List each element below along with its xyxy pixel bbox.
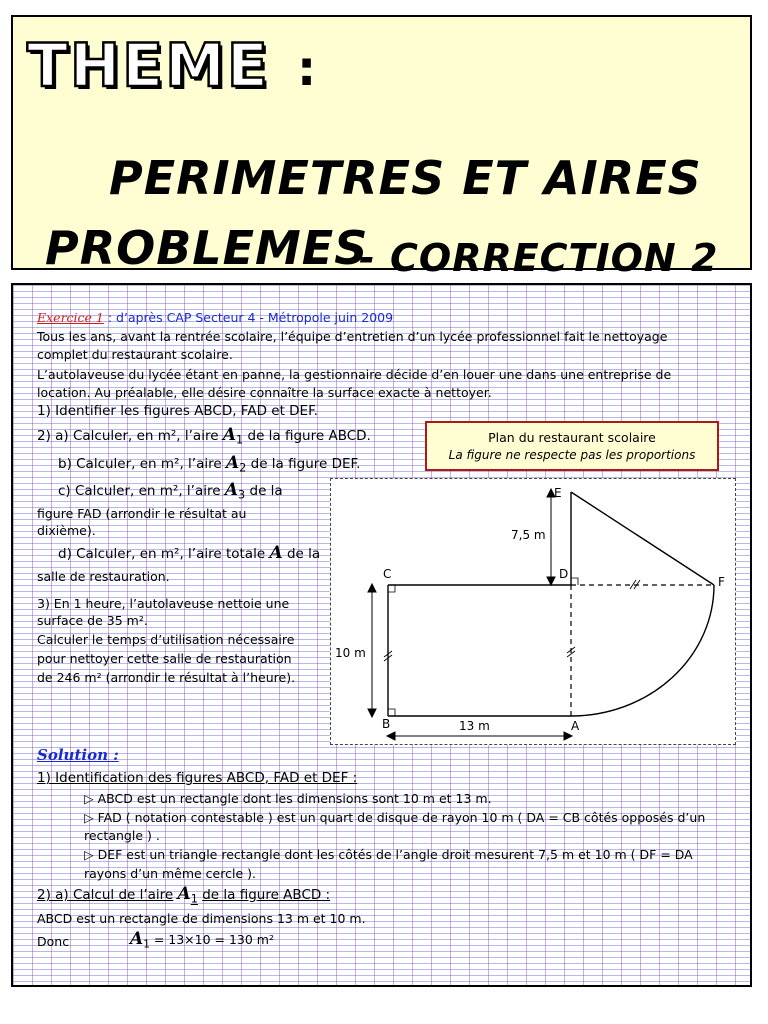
question-2a (37, 425, 371, 448)
question-2b (58, 453, 361, 476)
solution-title-text: de la figure ABCD : (202, 887, 331, 903)
solution-title-text: 2) a) Calcul de l’aire (37, 887, 174, 903)
question-text: 2) a) Calculer, en m², l’aire (37, 428, 219, 444)
exercise-source: : d’après CAP Secteur 4 - Métropole juin 2009 (103, 310, 394, 325)
right-angle-d (571, 578, 578, 585)
area-symbol: A (130, 929, 144, 949)
point-label-b: B (382, 717, 391, 731)
exercise-header (37, 310, 393, 325)
solution-heading: Solution : (37, 746, 119, 764)
area-subscript: 1 (236, 433, 244, 447)
intro-line: L’autolaveuse du lycée étant en panne, la gestionnaire décide d’en louer une dans une entreprise de (37, 367, 672, 382)
question-text: de la (249, 483, 283, 499)
solution-bullet-cont: rectangle ) . (84, 828, 160, 843)
question-3-line: pour nettoyer cette salle de restauration (37, 651, 292, 666)
figure-legend-box (425, 421, 719, 471)
area-symbol: A (222, 425, 237, 445)
theme-colon: : (297, 41, 317, 97)
segment-ef (571, 492, 714, 585)
solution-bullet: ▷ FAD ( notation contestable ) est un quart de disque de rayon 10 m ( DA = CB côtés opposés d’un (84, 810, 706, 825)
question-text: de la (286, 546, 321, 562)
point-label-f: F (718, 575, 725, 589)
area-symbol: A (225, 453, 240, 473)
right-angle-b (388, 709, 395, 716)
title-line-1: PERIMETRES ET AIRES (109, 151, 702, 205)
restaurant-plan-figure (330, 478, 736, 745)
intro-line: Tous les ans, avant la rentrée scolaire, l’équipe d’entretien d’un lycée professionnel fait le nettoyage (37, 329, 668, 344)
dimension-label-bc: 10 m (335, 646, 366, 660)
area-symbol: A (224, 480, 239, 500)
question-2c (58, 480, 283, 503)
area-subscript: 1 (143, 938, 150, 951)
area-formula (130, 929, 274, 953)
question-text: de la figure ABCD. (247, 428, 371, 444)
intro-line: location. Au préalable, elle désire connaître la surface exacte à nettoyer. (37, 385, 492, 400)
question-text: d) Calculer, en m², l’aire totale (58, 546, 266, 562)
legend-note: La figure ne respecte pas les proportions (448, 448, 696, 462)
question-3-line: surface de 35 m². (37, 613, 148, 628)
donc-label: Donc (37, 934, 70, 949)
question-2c-line3: dixième). (37, 523, 96, 538)
formula-text: = 13×10 = 130 m² (153, 932, 274, 947)
title-banner (11, 15, 752, 280)
question-1: 1) Identifier les figures ABCD, FAD et DEF. (37, 403, 318, 419)
theme-heading: THEME (27, 31, 270, 101)
intro-line: complet du restaurant scolaire. (37, 347, 233, 362)
arc-fa (571, 585, 714, 716)
area-subscript: 3 (238, 488, 246, 502)
solution-2a-text: ABCD est un rectangle de dimensions 13 m et 10 m. (37, 911, 366, 926)
equal-length-ticks (384, 580, 640, 661)
legend-title: Plan du restaurant scolaire (488, 430, 656, 445)
exercise-label: Exercice 1 (37, 310, 104, 325)
solution-bullet: ▷ DEF est un triangle rectangle dont les côtés de l’angle droit mesurent 7,5 m et 10 m ( DF = DA (84, 847, 693, 862)
area-subscript: 2 (239, 461, 247, 475)
solution-bullet: ▷ ABCD est un rectangle dont les dimensions sont 10 m et 13 m. (84, 791, 492, 806)
solution-1-title: 1) Identification des figures ABCD, FAD et DEF : (37, 770, 358, 786)
question-3-line: 3) En 1 heure, l’autolaveuse nettoie une (37, 596, 290, 611)
dimension-label-de: 7,5 m (511, 528, 546, 542)
point-label-c: C (383, 567, 392, 581)
question-text: de la figure DEF. (250, 456, 361, 472)
dimension-label-ba: 13 m (459, 719, 490, 733)
question-2c-line2: figure FAD (arrondir le résultat au (37, 506, 247, 521)
question-2d (58, 543, 321, 563)
title-line-2: PROBLEMES (45, 221, 369, 275)
point-label-e: E (554, 486, 562, 500)
title-line-2-suffix: - CORRECTION 2 (359, 236, 719, 280)
right-angle-c (388, 585, 395, 592)
solution-bullet-cont: rayons d’un même cercle ). (84, 866, 256, 881)
point-label-a: A (571, 719, 580, 733)
area-symbol: A (269, 543, 283, 563)
area-symbol: A (177, 884, 191, 904)
question-3-line: Calculer le temps d’utilisation nécessaire (37, 632, 295, 647)
question-2d-line2: salle de restauration. (37, 569, 170, 584)
point-label-d: D (559, 567, 569, 581)
area-subscript: 1 (190, 892, 198, 906)
question-3-line: de 246 m² (arrondir le résultat à l’heure). (37, 670, 296, 685)
question-text: b) Calculer, en m², l’aire (58, 456, 222, 472)
dimension-arrows (368, 489, 572, 740)
solution-2a-title (37, 884, 331, 907)
question-text: c) Calculer, en m², l’aire (58, 483, 221, 499)
plan-diagram (331, 479, 735, 744)
